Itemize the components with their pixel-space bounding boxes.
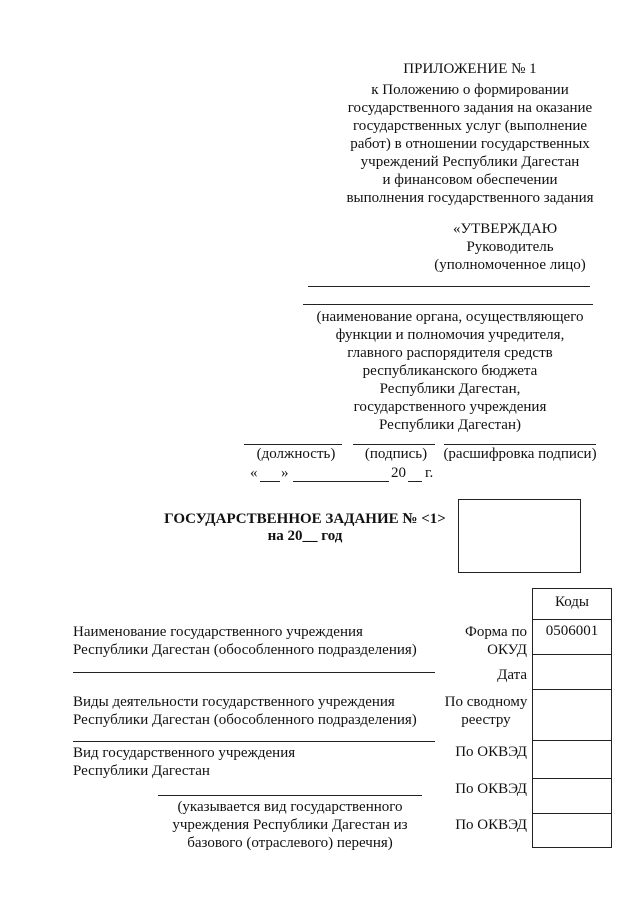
appendix-text [320, 81, 620, 207]
okved-label-1: По ОКВЭД [455, 744, 527, 760]
position-label: (должность) [256, 446, 336, 462]
date-month-line [293, 481, 389, 482]
appendix-line: к Положению о формировании [371, 82, 569, 98]
codes-divider [532, 689, 612, 690]
okved-label-2: По ОКВЭД [455, 781, 527, 797]
date-year-line [408, 481, 422, 482]
okud-label-line: Форма по [465, 624, 527, 640]
activity-types-line: Республики Дагестан (обособленного подразделения) [73, 712, 417, 728]
activity-types-line: Виды деятельности государственного учреждения [73, 694, 395, 710]
organ-line-text: государственного учреждения [353, 399, 547, 415]
approve-role: Руководитель [466, 239, 554, 255]
task-year: на 20__ год [267, 528, 343, 544]
institution-type-line-fill [158, 795, 422, 796]
type-note [150, 798, 430, 852]
position-line [244, 444, 342, 445]
organ-description [300, 308, 600, 434]
task-title: ГОСУДАРСТВЕННОЕ ЗАДАНИЕ № <1> [164, 511, 446, 527]
institution-type-line: Республики Дагестан [73, 763, 210, 779]
approve-role-note: (уполномоченное лицо) [434, 257, 586, 273]
date-quote-close: » [281, 465, 289, 481]
institution-name-line: Наименование государственного учреждения [73, 624, 363, 640]
organ-line-text: (наименование органа, осуществляющего [316, 309, 584, 325]
institution-name-label [73, 623, 417, 659]
appendix-line: государственных услуг (выполнение [352, 118, 588, 134]
signature-line-top [308, 286, 590, 287]
organ-line [303, 304, 593, 305]
codes-divider [532, 619, 612, 620]
date-year-suffix: г. [425, 465, 434, 481]
approve-title: «УТВЕРЖДАЮ [453, 221, 558, 237]
okved-label-3: По ОКВЭД [455, 817, 527, 833]
decoding-line [444, 444, 596, 445]
codes-divider [532, 778, 612, 779]
institution-type-label [73, 744, 295, 780]
organ-line-text: Республики Дагестан, [379, 381, 521, 397]
organ-line-text: функции и полномочия учредителя, [335, 327, 565, 343]
task-number-box [458, 499, 581, 573]
appendix-line: государственного задания на оказание [347, 100, 593, 116]
institution-name-line: Республики Дагестан (обособленного подразделения) [73, 642, 417, 658]
institution-name-line-fill [73, 672, 435, 673]
registry-label-line: реестру [461, 712, 511, 728]
decoding-label: (расшифровка подписи) [443, 446, 597, 462]
type-note-line: базового (отраслевого) перечня) [187, 835, 393, 851]
codes-divider [532, 740, 612, 741]
okud-label [440, 623, 527, 659]
signature-line [353, 444, 435, 445]
appendix-line: работ) в отношении государственных [350, 136, 590, 152]
okud-value: 0506001 [545, 623, 599, 639]
activity-types-line-fill [73, 741, 435, 742]
codes-header: Коды [554, 594, 590, 610]
date-label: Дата [497, 667, 527, 683]
activity-types-label [73, 693, 417, 729]
appendix-line: и финансовом обеспечении [382, 172, 558, 188]
appendix-title: ПРИЛОЖЕНИЕ № 1 [403, 61, 537, 77]
type-note-line: (указывается вид государственного [177, 799, 403, 815]
codes-divider [532, 654, 612, 655]
type-note-line: учреждения Республики Дагестан из [172, 817, 408, 833]
appendix-line: выполнения государственного задания [346, 190, 594, 206]
appendix-line: учреждений Республики Дагестан [360, 154, 580, 170]
registry-label [436, 693, 536, 729]
signature-label: (подпись) [364, 446, 428, 462]
institution-type-line: Вид государственного учреждения [73, 745, 296, 761]
organ-line-text: Республики Дагестан) [379, 417, 521, 433]
organ-line-text: главного распорядителя средств [347, 345, 553, 361]
organ-line-text: республиканского бюджета [362, 363, 538, 379]
date-quote-open: « [250, 465, 258, 481]
date-year-prefix: 20 [391, 465, 406, 481]
registry-label-line: По сводному [444, 694, 528, 710]
codes-divider [532, 813, 612, 814]
okud-label-line: ОКУД [487, 642, 527, 658]
date-day-line [260, 481, 280, 482]
